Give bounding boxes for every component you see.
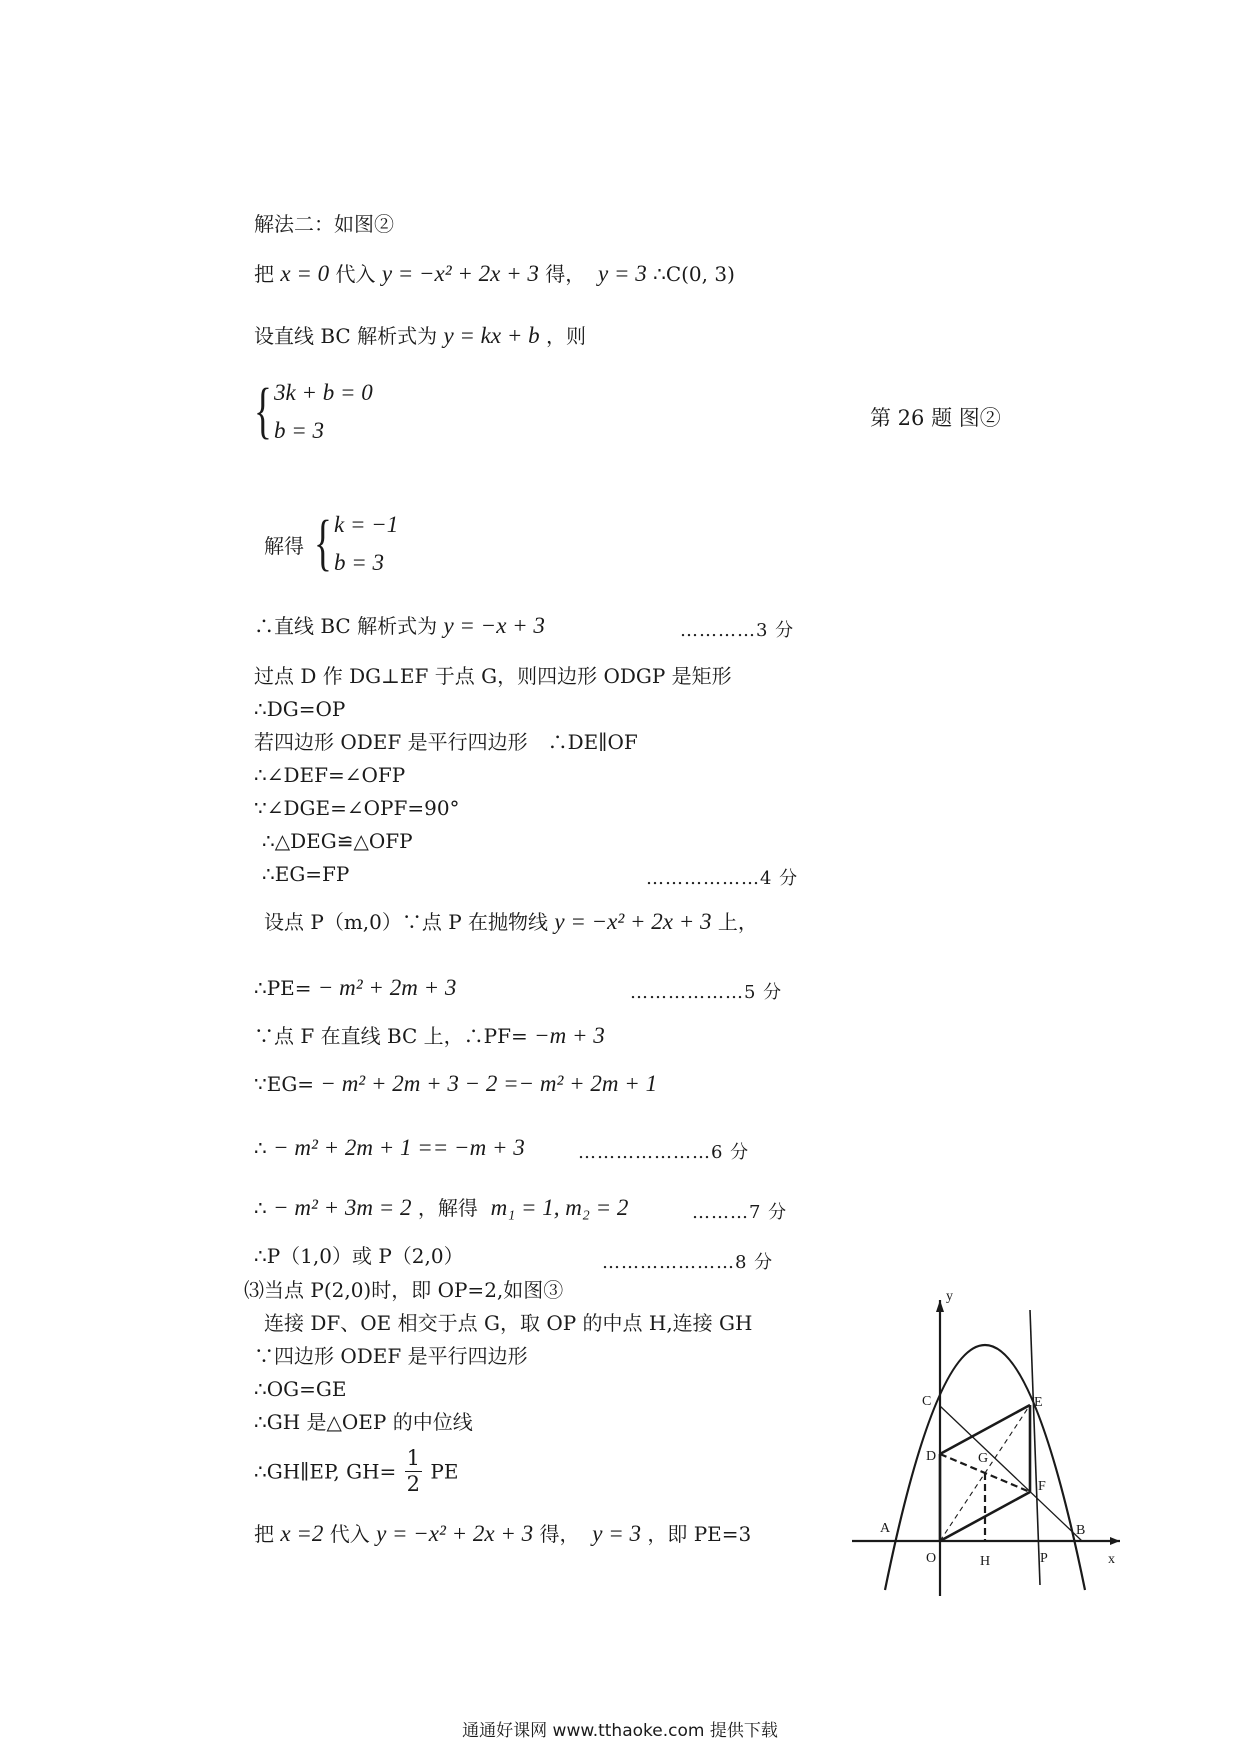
result-points: ∴P（1,0）或 P（2,0） — [254, 1244, 464, 1268]
label-d: D — [926, 1449, 937, 1464]
fraction-one-half: $\frac{1}{2}$ — [406, 1446, 421, 1496]
solution-two-heading: 解法二：如图② — [254, 212, 394, 236]
x-axis-arrow-icon — [1110, 1537, 1120, 1545]
math-roots: m₁ = 1, m₂ = 2 — [490, 1195, 629, 1220]
label-p: P — [1040, 1551, 1048, 1566]
equation-system-1 — [254, 377, 414, 452]
step-line-10: ∵∠DGE=∠OPF=90° — [254, 796, 460, 820]
step-line-7: ∴DG=OP — [254, 697, 346, 721]
step-line-9: ∴∠DEF=∠OFP — [254, 763, 406, 787]
math-pf-expr: −m + 3 — [534, 1023, 605, 1048]
gh-relation-line: ∴GH∥EP, GH= $\frac{1}{2}$ PE — [254, 1446, 459, 1496]
math-line-general: y = kx + b — [443, 323, 540, 348]
brace-icon: { — [314, 509, 332, 577]
set-line-bc: 设直线 BC 解析式为 y = kx + b ，则 — [254, 323, 586, 348]
label-y: y — [946, 1289, 953, 1304]
step-line-23: ∴OG=GE — [254, 1377, 347, 1401]
pe-line: ∴PE= − m² + 2m + 3 — [254, 975, 457, 1000]
equation-system-2 — [314, 509, 474, 584]
math-x-eq-0: x = 0 — [280, 261, 330, 286]
part-3-heading: ⑶当点 P(2,0)时，即 OP=2,如图③ — [244, 1278, 564, 1302]
label-g: G — [978, 1451, 989, 1466]
parabola-figure — [848, 1284, 1120, 1596]
score-5: ………………5 分 — [630, 982, 783, 1003]
label-f: F — [1038, 1479, 1046, 1494]
substitute-x0-line: 把 x = 0 代入 y = −x² + 2x + 3 得， y = 3 ∴C(0, 3) — [254, 261, 735, 286]
step-line-24: ∴GH 是△OEP 的中位线 — [254, 1410, 473, 1434]
line-bc — [940, 1406, 1082, 1541]
score-7: ………7 分 — [692, 1202, 788, 1223]
math-point-c: ∴C(0, 3) — [653, 262, 735, 286]
footer: 通通好课网 www.tthaoke.com 提供下载 — [462, 1721, 778, 1741]
label-a: A — [880, 1521, 891, 1536]
step-line-12: ∴EG=FP — [262, 862, 350, 886]
math-eq-6: − m² + 2m + 1 == −m + 3 — [273, 1135, 525, 1160]
math-parabola-3: y = −x² + 2x + 3 — [376, 1521, 534, 1546]
pf-line: ∵点 F 在直线 BC 上，∴PF= −m + 3 — [254, 1023, 605, 1048]
math-parabola-2: y = −x² + 2x + 3 — [554, 909, 712, 934]
system-1-eq-2: b = 3 — [274, 418, 325, 443]
side-de — [940, 1405, 1030, 1454]
score-4: ………………4 分 — [646, 868, 799, 889]
figure-caption: 第 26 题 图② — [870, 406, 1001, 430]
step-line-8: 若四边形 ODEF 是平行四边形 ∴DE∥OF — [254, 730, 638, 754]
equation-line-6: ∴ − m² + 2m + 1 == −m + 3 — [254, 1135, 525, 1160]
label-c: C — [922, 1394, 932, 1409]
math-line-bc: y = −x + 3 — [443, 613, 545, 638]
step-line-22: ∵四边形 ODEF 是平行四边形 — [254, 1344, 528, 1368]
score-8: …………………8 分 — [602, 1252, 774, 1273]
label-x: x — [1108, 1552, 1115, 1567]
step-line-21: 连接 DF、OE 相交于点 G，取 OP 的中点 H,连接 GH — [264, 1311, 753, 1335]
math-x-eq-2: x =2 — [280, 1521, 324, 1546]
label-b: B — [1076, 1523, 1086, 1538]
math-eq-7: − m² + 3m = 2 — [273, 1195, 412, 1220]
math-y-eq-3-b: y = 3 — [592, 1521, 641, 1546]
system-2-eq-2: b = 3 — [334, 550, 385, 575]
math-eg-expr: − m² + 2m + 3 − 2 =− m² + 2m + 1 — [320, 1071, 658, 1096]
math-parabola: y = −x² + 2x + 3 — [381, 261, 539, 286]
math-y-eq-3: y = 3 — [598, 261, 647, 286]
system-1-eq-1: 3k + b = 0 — [274, 380, 373, 405]
system-2-eq-1: k = −1 — [334, 512, 399, 537]
math-pe-expr: − m² + 2m + 3 — [317, 975, 457, 1000]
label-h: H — [980, 1554, 991, 1569]
label-e: E — [1034, 1395, 1043, 1410]
line-bc-result: ∴直线 BC 解析式为 y = −x + 3 — [254, 613, 545, 638]
y-axis-arrow-icon — [936, 1300, 944, 1312]
label-o: O — [926, 1551, 937, 1566]
step-line-11: ∴△DEG≌△OFP — [262, 829, 413, 853]
line-ep — [1030, 1310, 1040, 1585]
step-line-6: 过点 D 作 DG⊥EF 于点 G，则四边形 ODGP 是矩形 — [254, 664, 732, 688]
solve-label: 解得 — [264, 534, 304, 558]
equation-line-7: ∴ − m² + 3m = 2 ，解得 m₁ = 1, m₂ = 2 — [254, 1195, 629, 1220]
eg-line: ∵EG= − m² + 2m + 3 − 2 =− m² + 2m + 1 — [254, 1071, 658, 1096]
substitute-x2-line: 把 x =2 代入 y = −x² + 2x + 3 得， y = 3 ，即 PE=3 — [254, 1521, 752, 1546]
score-3: …………3 分 — [680, 620, 795, 641]
brace-icon: { — [254, 377, 272, 445]
set-point-p: 设点 P（m,0）∵点 P 在抛物线 y = −x² + 2x + 3 上， — [264, 909, 758, 934]
score-6: …………………6 分 — [578, 1142, 750, 1163]
